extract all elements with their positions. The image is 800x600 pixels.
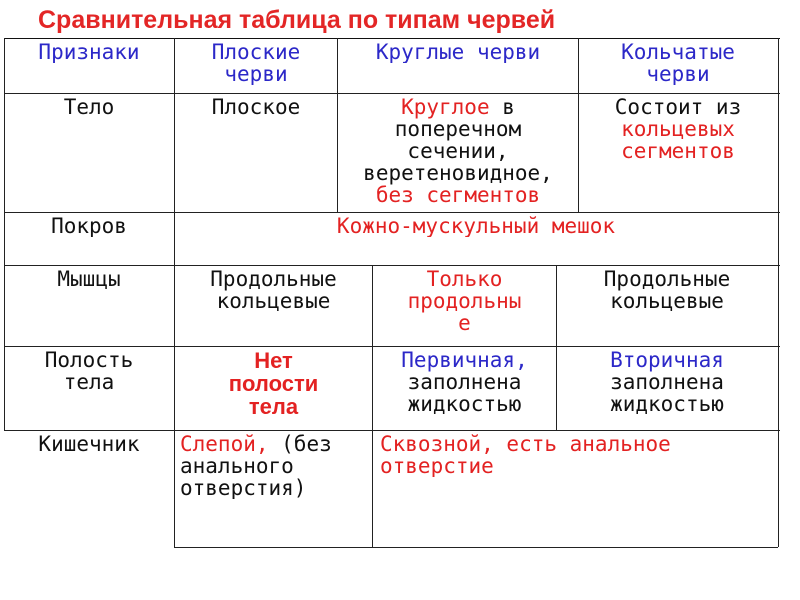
cell-body-flat: Плоское xyxy=(211,95,301,118)
row-label-gut: Кишечник xyxy=(38,432,140,455)
cell-cavity-flat: Нет полости тела xyxy=(228,348,319,418)
header-annelid-worms: Кольчатые черви xyxy=(621,40,735,85)
row-label-cavity: Полость тела xyxy=(44,348,134,393)
cell-muscles-flat: Продольные кольцевые xyxy=(210,267,337,312)
cell-muscles-annelid: Продольные кольцевые xyxy=(603,267,731,312)
cell-cavity-annelid: Вторичная заполнена жидкостью xyxy=(610,348,724,415)
row-label-cover: Покров xyxy=(51,214,127,237)
cell-body-annelid: Состоит из кольцевых сегментов xyxy=(614,95,742,162)
header-features: Признаки xyxy=(38,40,140,63)
cell-gut-rest: Сквозной, есть анальное отверстие xyxy=(380,432,671,477)
row-label-muscles: Мышцы xyxy=(57,267,121,290)
cell-cover-all: Кожно-мускульный мешок xyxy=(336,214,616,237)
header-flat-worms: Плоские черви xyxy=(211,40,301,85)
page-title: Сравнительная таблица по типам червей xyxy=(38,6,556,34)
cell-gut-flat: Слепой, (без анального отверстия) xyxy=(180,432,332,499)
header-round-worms: Круглые черви xyxy=(375,40,541,63)
cell-muscles-round: Только продольны е xyxy=(407,267,522,334)
cell-body-round: Круглое в поперечном сечении, веретеновидное, без сегментов xyxy=(363,95,553,206)
cell-cavity-round: Первичная, заполнена жидкостью xyxy=(401,348,528,415)
row-label-body: Тело xyxy=(63,95,115,118)
